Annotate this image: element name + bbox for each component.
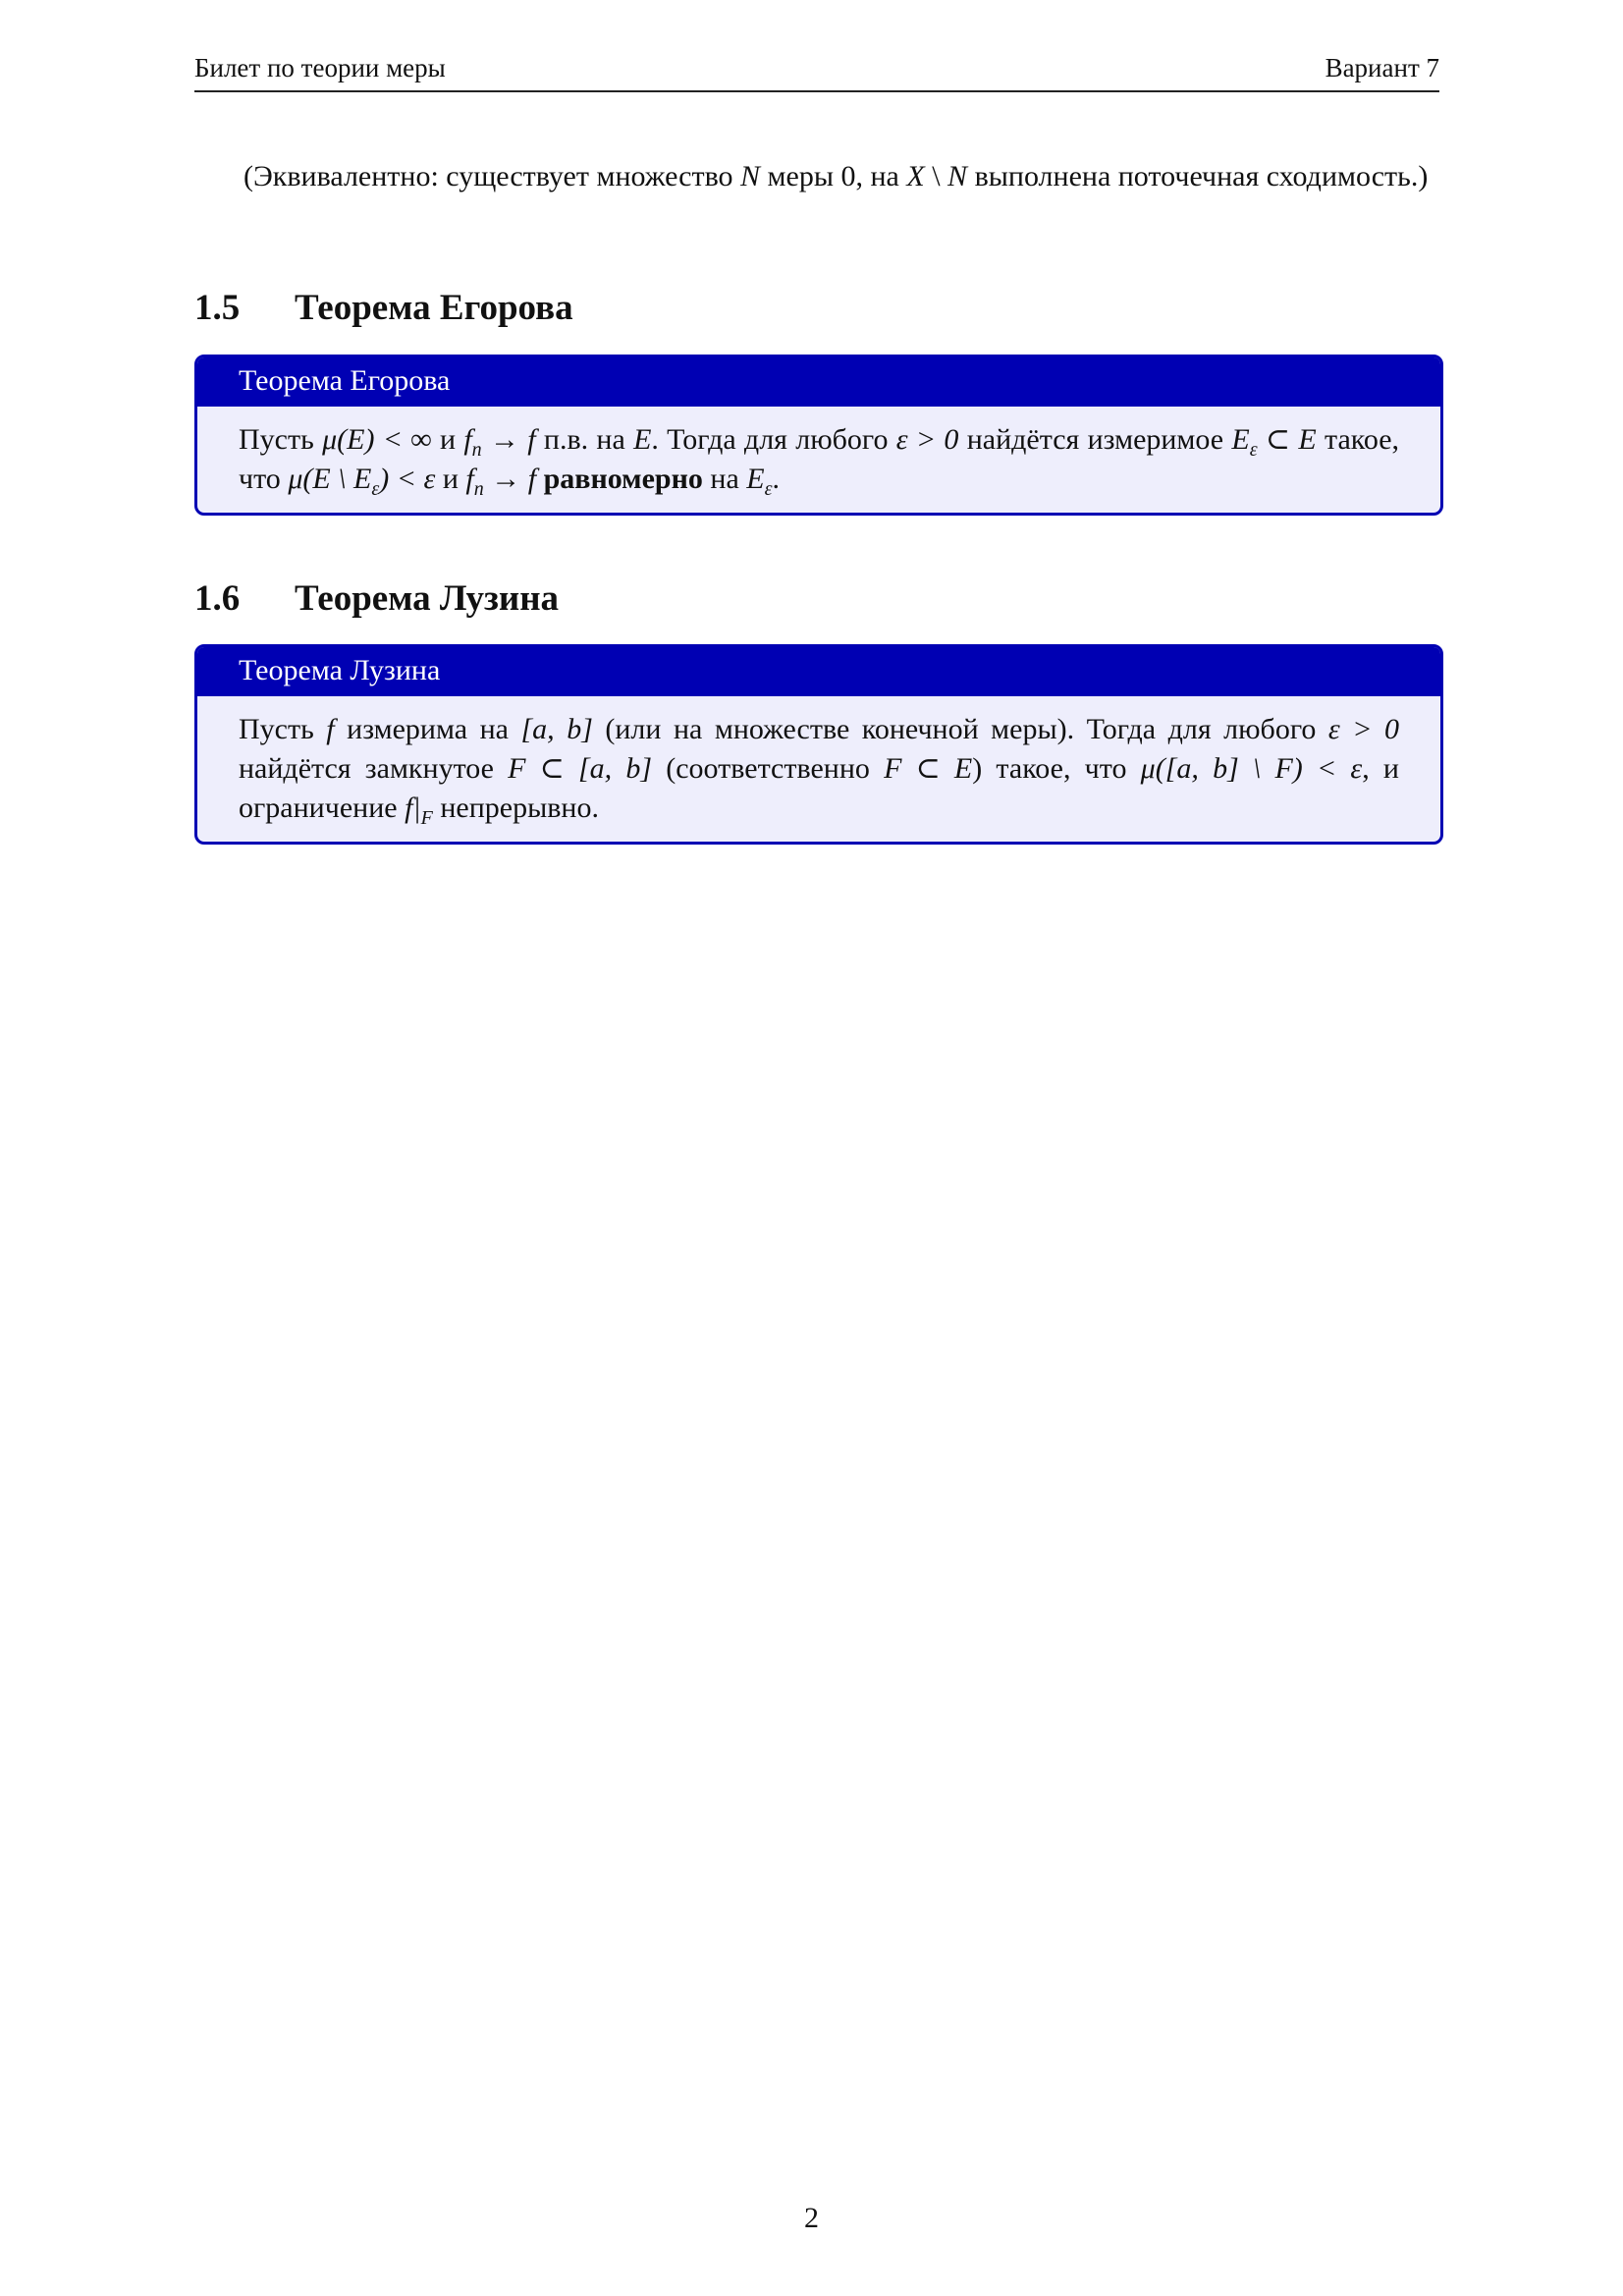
text: найдётся замкнутое (239, 752, 509, 785)
page-number: 2 (804, 2202, 819, 2234)
math: f (527, 463, 537, 495)
intro-text-2: меры 0, на (760, 160, 907, 192)
intro-math-X: X (906, 160, 925, 192)
intro-text-3: выполнена поточечная сходимость.) (967, 160, 1429, 192)
text: . Тогда для любого (651, 423, 896, 456)
section-number: 1.6 (194, 578, 241, 619)
text: Пусть (239, 423, 323, 456)
math: ε > 0 (1327, 713, 1399, 745)
bold-emphasis: равномерно (543, 463, 703, 495)
text: найдётся измеримое (958, 423, 1232, 456)
text: и (435, 463, 466, 495)
math: f (527, 423, 536, 456)
math: F ⊂ E (884, 752, 973, 785)
math: f (463, 423, 472, 456)
math: E (1231, 423, 1250, 456)
math-subscript: n (473, 478, 484, 500)
math: ε > 0 (895, 423, 959, 456)
math: μ(E) < ∞ (322, 423, 432, 456)
math: μ(E \ E (288, 463, 372, 495)
header-course-title: Билет по теории меры (194, 53, 446, 82)
text: (или на множестве конечной меры). Тогда для любого (592, 713, 1328, 745)
text: (соответственно (652, 752, 885, 785)
math-subscript: n (471, 439, 482, 461)
math: → (481, 423, 528, 456)
section-title: Теорема Лузина (295, 578, 560, 619)
math: ⊂ (1257, 423, 1299, 456)
math-subscript: ε (371, 478, 380, 500)
text: непрерывно. (432, 792, 599, 824)
math: [a, b] (520, 713, 593, 745)
text: и (431, 423, 464, 456)
text: . (772, 463, 780, 495)
text: ) такое, что (972, 752, 1141, 785)
text: п.в. на (535, 423, 634, 456)
theorem-box-body (197, 696, 1440, 842)
theorem-box-body (197, 407, 1440, 513)
section-title: Теорема Егорова (295, 288, 573, 328)
theorem-box-title: Теорема Лузина (197, 647, 1440, 696)
math-subscript: F (420, 807, 433, 829)
text: на (702, 463, 747, 495)
section-number: 1.5 (194, 288, 241, 328)
math: E (1298, 423, 1317, 456)
section-heading-egorov (194, 287, 573, 329)
running-header (194, 51, 1439, 92)
text (536, 463, 544, 495)
theorem-box-egorov (194, 355, 1443, 516)
math-subscript: ε (1249, 439, 1258, 461)
math: f| (405, 792, 421, 824)
intro-math-N: N (740, 160, 761, 192)
intro-text-1: (Эквивалентно: существует множество (243, 160, 741, 192)
math: F ⊂ [a, b] (508, 752, 653, 785)
intro-math-N2: N (947, 160, 968, 192)
text: Пусть (239, 713, 327, 745)
text: измерима на (334, 713, 521, 745)
math: E (633, 423, 652, 456)
header-variant: Вариант 7 (1325, 53, 1439, 82)
text: такое, что (239, 423, 1400, 495)
math: f (326, 713, 335, 745)
section-heading-luzin (194, 577, 559, 620)
math: → (483, 463, 528, 495)
intro-setminus: \ (924, 160, 948, 192)
math: f (465, 463, 474, 495)
math: E (746, 463, 765, 495)
math-subscript: ε (764, 478, 773, 500)
theorem-box-title: Теорема Егорова (197, 357, 1440, 407)
math: μ([a, b] \ F) < ε (1140, 752, 1363, 785)
text: , и ограничение (239, 752, 1399, 824)
intro-paragraph (194, 157, 1439, 196)
theorem-box-luzin (194, 644, 1443, 845)
math: ) < ε (379, 463, 436, 495)
